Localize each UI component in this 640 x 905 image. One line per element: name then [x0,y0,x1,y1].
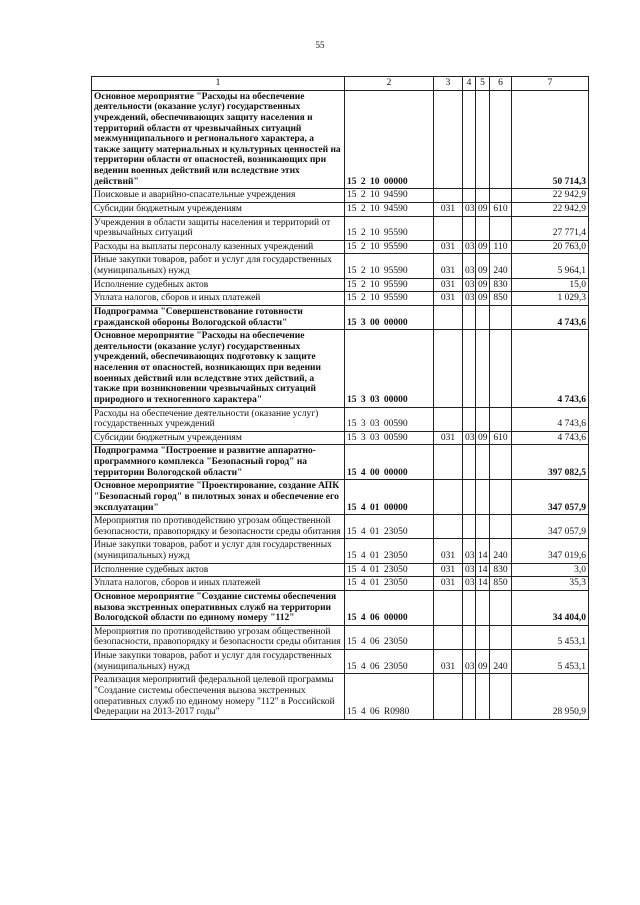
row-pr [476,90,490,189]
row-vr [490,90,512,189]
row-rz: 03 [463,240,476,254]
row-rz [463,590,476,625]
table-row [92,254,589,278]
row-gr [434,674,463,720]
row-pr [476,189,490,203]
row-name: Иные закупки товаров, работ и услуг для государственных (муниципальных) нужд [92,254,345,278]
row-gr [434,189,463,203]
row-sum: 347 057,9 [512,480,589,515]
row-pr [476,445,490,480]
row-code: 15 2 10 00000 [345,90,434,189]
row-gr [434,330,463,407]
row-rz [463,90,476,189]
row-name: Исполнение судебных актов [92,563,345,577]
row-code: 15 3 00 00000 [345,305,434,329]
row-vr: 240 [490,650,512,674]
row-rz [463,305,476,329]
row-sum: 4 743,6 [512,305,589,329]
table-row [92,216,589,240]
row-sum: 4 743,6 [512,330,589,407]
row-sum: 347 057,9 [512,515,589,539]
header-col-6: 6 [490,77,512,91]
row-name: Основное мероприятие "Проектирование, создание АПК "Безопасный город" в пилотных зонах и обеспечение его эксплуатации" [92,480,345,515]
row-vr [490,216,512,240]
table-row [92,563,589,577]
row-sum: 22 942,9 [512,202,589,216]
row-vr [490,674,512,720]
row-pr: 14 [476,563,490,577]
row-pr [476,625,490,649]
row-name: Субсидии бюджетным учреждениям [92,202,345,216]
row-rz: 03 [463,539,476,563]
row-vr [490,590,512,625]
row-vr: 240 [490,254,512,278]
row-sum: 5 453,1 [512,650,589,674]
row-name: Уплата налогов, сборов и иных платежей [92,577,345,591]
row-code: 15 4 06 23050 [345,625,434,649]
table-row [92,278,589,292]
row-name: Мероприятия по противодействию угрозам общественной безопасности, правопорядку и безопасности среды обитания [92,625,345,649]
row-pr [476,590,490,625]
budget-table [91,76,589,720]
header-col-7: 7 [512,77,589,91]
table-row [92,445,589,480]
row-gr: 031 [434,539,463,563]
row-sum: 20 763,0 [512,240,589,254]
row-vr: 610 [490,202,512,216]
table-row [92,590,589,625]
row-pr: 14 [476,577,490,591]
row-sum: 397 082,5 [512,445,589,480]
row-rz [463,189,476,203]
table-row [92,330,589,407]
row-pr [476,330,490,407]
row-rz [463,330,476,407]
row-vr [490,515,512,539]
table-row [92,539,589,563]
row-pr [476,407,490,431]
row-pr [476,480,490,515]
row-vr [490,189,512,203]
header-col-3: 3 [434,77,463,91]
row-vr [490,330,512,407]
table-body [92,90,589,719]
row-sum: 50 714,3 [512,90,589,189]
row-code: 15 4 01 23050 [345,515,434,539]
row-name: Поисковые и аварийно-спасательные учреждения [92,189,345,203]
row-code: 15 2 10 94590 [345,202,434,216]
row-sum: 5 453,1 [512,625,589,649]
table-row [92,202,589,216]
row-code: 15 4 06 00000 [345,590,434,625]
header-col-4: 4 [463,77,476,91]
table-row [92,625,589,649]
row-code: 15 2 10 95590 [345,292,434,306]
row-name: Субсидии бюджетным учреждениям [92,431,345,445]
row-code: 15 4 01 23050 [345,577,434,591]
row-name: Подпрограмма "Построение и развитие аппаратно-программного комплекса "Безопасный город" на территории Вологодской области" [92,445,345,480]
row-sum: 28 950,9 [512,674,589,720]
row-vr: 830 [490,278,512,292]
row-code: 15 4 01 23050 [345,539,434,563]
row-rz: 03 [463,577,476,591]
row-code: 15 2 10 95590 [345,216,434,240]
row-code: 15 2 10 95590 [345,240,434,254]
row-gr [434,90,463,189]
table-row [92,650,589,674]
row-name: Иные закупки товаров, работ и услуг для государственных (муниципальных) нужд [92,650,345,674]
row-sum: 3,0 [512,563,589,577]
row-vr [490,625,512,649]
row-code: 15 2 10 95590 [345,278,434,292]
row-code: 15 3 03 00590 [345,431,434,445]
page-number: 55 [315,40,325,50]
row-name: Иные закупки товаров, работ и услуг для государственных (муниципальных) нужд [92,539,345,563]
row-gr: 031 [434,650,463,674]
row-sum: 35,3 [512,577,589,591]
header-col-2: 2 [345,77,434,91]
row-gr [434,305,463,329]
row-gr [434,445,463,480]
row-rz: 03 [463,292,476,306]
row-vr [490,445,512,480]
row-pr: 09 [476,650,490,674]
row-vr: 830 [490,563,512,577]
row-pr: 09 [476,240,490,254]
table-row [92,674,589,720]
row-pr: 09 [476,202,490,216]
header-col-1: 1 [92,77,345,91]
row-code: 15 3 03 00590 [345,407,434,431]
row-name: Реализация мероприятий федеральной целевой программы "Создание системы обеспечения вызова экстренных оперативных служб по единому номеру "112" в Российской Федерации на 2013-2017 годы" [92,674,345,720]
row-rz: 03 [463,650,476,674]
table-row [92,240,589,254]
row-name: Подпрограмма "Совершенствование готовности гражданской обороны Вологодской области" [92,305,345,329]
row-pr [476,305,490,329]
row-name: Расходы на обеспечение деятельности (оказание услуг) государственных учреждений [92,407,345,431]
row-pr: 09 [476,431,490,445]
row-pr [476,515,490,539]
row-sum: 34 404,0 [512,590,589,625]
row-code: 15 4 01 23050 [345,563,434,577]
row-gr [434,590,463,625]
row-name: Учреждения в области защиты населения и территорий от чрезвычайных ситуаций [92,216,345,240]
row-rz [463,674,476,720]
row-vr: 850 [490,292,512,306]
row-vr: 850 [490,577,512,591]
row-rz [463,515,476,539]
row-name: Основное мероприятие "Создание системы обеспечения вызова экстренных оперативных служб на территории Вологодской области по единому номеру "112" [92,590,345,625]
row-code: 15 4 06 R0980 [345,674,434,720]
row-sum: 15,0 [512,278,589,292]
row-sum: 5 964,1 [512,254,589,278]
row-pr: 14 [476,539,490,563]
row-gr [434,216,463,240]
row-rz [463,625,476,649]
row-rz: 03 [463,563,476,577]
row-gr [434,515,463,539]
row-gr: 031 [434,292,463,306]
row-rz [463,480,476,515]
row-vr [490,305,512,329]
table-row [92,305,589,329]
row-name: Исполнение судебных актов [92,278,345,292]
row-sum: 22 942,9 [512,189,589,203]
row-sum: 347 019,6 [512,539,589,563]
row-gr: 031 [434,278,463,292]
row-rz [463,216,476,240]
row-gr: 031 [434,202,463,216]
row-gr [434,625,463,649]
row-code: 15 2 10 95590 [345,254,434,278]
row-pr [476,674,490,720]
row-vr: 610 [490,431,512,445]
table-row [92,292,589,306]
row-rz [463,445,476,480]
table-row [92,431,589,445]
row-pr: 09 [476,292,490,306]
row-gr: 031 [434,577,463,591]
row-code: 15 4 01 00000 [345,480,434,515]
row-pr: 09 [476,254,490,278]
row-gr [434,480,463,515]
row-sum: 4 743,6 [512,407,589,431]
row-name: Мероприятия по противодействию угрозам общественной безопасности, правопорядку и безопасности среды обитания [92,515,345,539]
row-sum: 1 029,3 [512,292,589,306]
row-gr: 031 [434,431,463,445]
row-gr: 031 [434,563,463,577]
row-name: Основное мероприятие "Расходы на обеспечение деятельности (оказание услуг) государственных учреждений, обеспечивающих защиту населения и территорий области от чрезвычайных ситуаций межмуниципального и регионального характера, а также защиту материальных и культурных ценностей на территории области от опасностей, возникающих при ведении военных действий или вследствие этих действий" [92,90,345,189]
row-rz: 03 [463,431,476,445]
row-name: Уплата налогов, сборов и иных платежей [92,292,345,306]
row-rz [463,407,476,431]
row-vr [490,407,512,431]
row-code: 15 2 10 94590 [345,189,434,203]
table-row [92,515,589,539]
row-sum: 27 771,4 [512,216,589,240]
row-sum: 4 743,6 [512,431,589,445]
row-pr [476,216,490,240]
row-rz: 03 [463,278,476,292]
row-name: Основное мероприятие "Расходы на обеспечение деятельности (оказание услуг) государственных учреждений, обеспечивающих подготовку к защите населения от опасностей, возникающих при ведении военных действий или вследствие этих действий, а также при возникновении чрезвычайных ситуаций природного и техногенного характера" [92,330,345,407]
table-row [92,480,589,515]
table-row [92,90,589,189]
row-gr [434,407,463,431]
row-rz: 03 [463,254,476,278]
row-rz: 03 [463,202,476,216]
row-code: 15 4 00 00000 [345,445,434,480]
row-vr: 110 [490,240,512,254]
table-row [92,407,589,431]
header-col-5: 5 [476,77,490,91]
row-gr: 031 [434,240,463,254]
header-row [92,77,589,91]
row-vr [490,480,512,515]
row-gr: 031 [434,254,463,278]
table-row [92,577,589,591]
row-pr: 09 [476,278,490,292]
table-row [92,189,589,203]
row-name: Расходы на выплаты персоналу казенных учреждений [92,240,345,254]
row-vr: 240 [490,539,512,563]
row-code: 15 4 06 23050 [345,650,434,674]
row-code: 15 3 03 00000 [345,330,434,407]
